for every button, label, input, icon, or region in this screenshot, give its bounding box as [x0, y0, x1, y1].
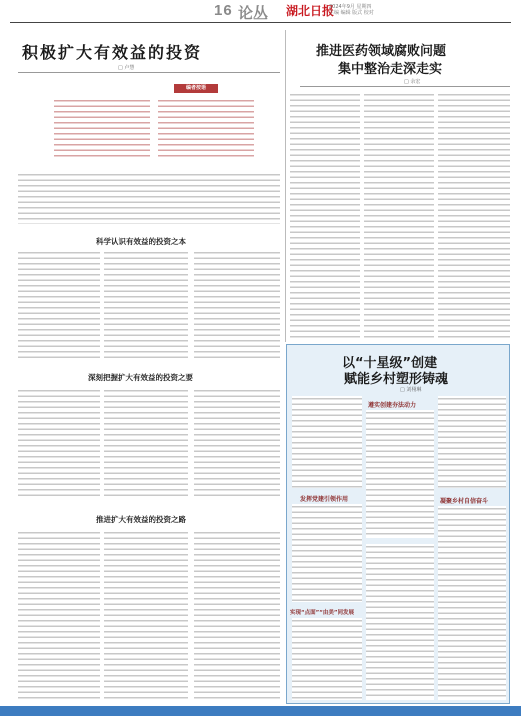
- article-title-left: 积极扩大有效益的投资: [22, 43, 203, 62]
- body-text: [438, 396, 506, 488]
- editor-note: [54, 84, 252, 164]
- issue-meta: [329, 4, 459, 16]
- body-text: [292, 396, 362, 488]
- subhead: 遵实创建夯法动力: [368, 402, 417, 409]
- body-text: [18, 388, 100, 500]
- subhead: 实现“点面”“由美”同发展: [290, 610, 354, 616]
- editor-note-text-col1: [54, 98, 150, 160]
- masthead-logo: 湖北日报: [286, 4, 335, 18]
- body-text: [104, 250, 188, 360]
- body-text: [366, 544, 434, 700]
- subhead: 发挥党建引领作用: [300, 496, 349, 503]
- body-text: [438, 92, 510, 340]
- meta-editors: 主编 编辑 版式 校对: [329, 10, 374, 16]
- body-text: [194, 388, 280, 500]
- byline-box: □ 刘栩琳: [400, 387, 422, 393]
- subhead: 推进扩大有效益的投资之路: [96, 515, 186, 524]
- article-title-right-line2: 集中整治走深走实: [338, 62, 443, 77]
- boxed-title-line2: 赋能乡村塑形铸魂: [344, 372, 449, 387]
- body-text: [194, 250, 280, 360]
- subhead: 深刻把握扩大有效益的投资之要: [88, 373, 193, 382]
- body-text: [18, 250, 100, 360]
- editor-note-text-col2: [158, 98, 254, 160]
- footer-bar: [0, 706, 521, 716]
- body-text: [18, 530, 100, 700]
- byline-right: □ 余宏: [404, 79, 421, 85]
- body-text: [290, 92, 360, 340]
- column-divider: [285, 30, 286, 342]
- body-text: [292, 618, 362, 700]
- body-text: [292, 504, 362, 602]
- boxed-title-line1: 以“十星级”创建: [342, 356, 438, 371]
- body-text: [364, 92, 434, 340]
- subhead: 科学认识有效益的投资之本: [96, 237, 186, 246]
- title-rule-right: [300, 86, 510, 87]
- page-number: 16: [214, 2, 233, 19]
- subhead: 凝聚乡村自信奋斗: [440, 498, 489, 505]
- body-text: [438, 506, 506, 700]
- body-text: [194, 530, 280, 700]
- body-text: [366, 410, 434, 538]
- title-rule-left: [18, 72, 280, 73]
- section-name: 论丛: [238, 4, 269, 22]
- editor-note-badge: 编者按语: [174, 84, 218, 93]
- body-text: [104, 530, 188, 700]
- body-text: [18, 172, 280, 224]
- byline-left: □ 卢慧: [118, 65, 135, 71]
- meta-date: 2024年9月 星期四: [329, 4, 372, 10]
- body-text: [104, 388, 188, 500]
- article-title-right-line1: 推进医药领域腐败问题: [316, 44, 447, 59]
- header-rule: [10, 22, 511, 23]
